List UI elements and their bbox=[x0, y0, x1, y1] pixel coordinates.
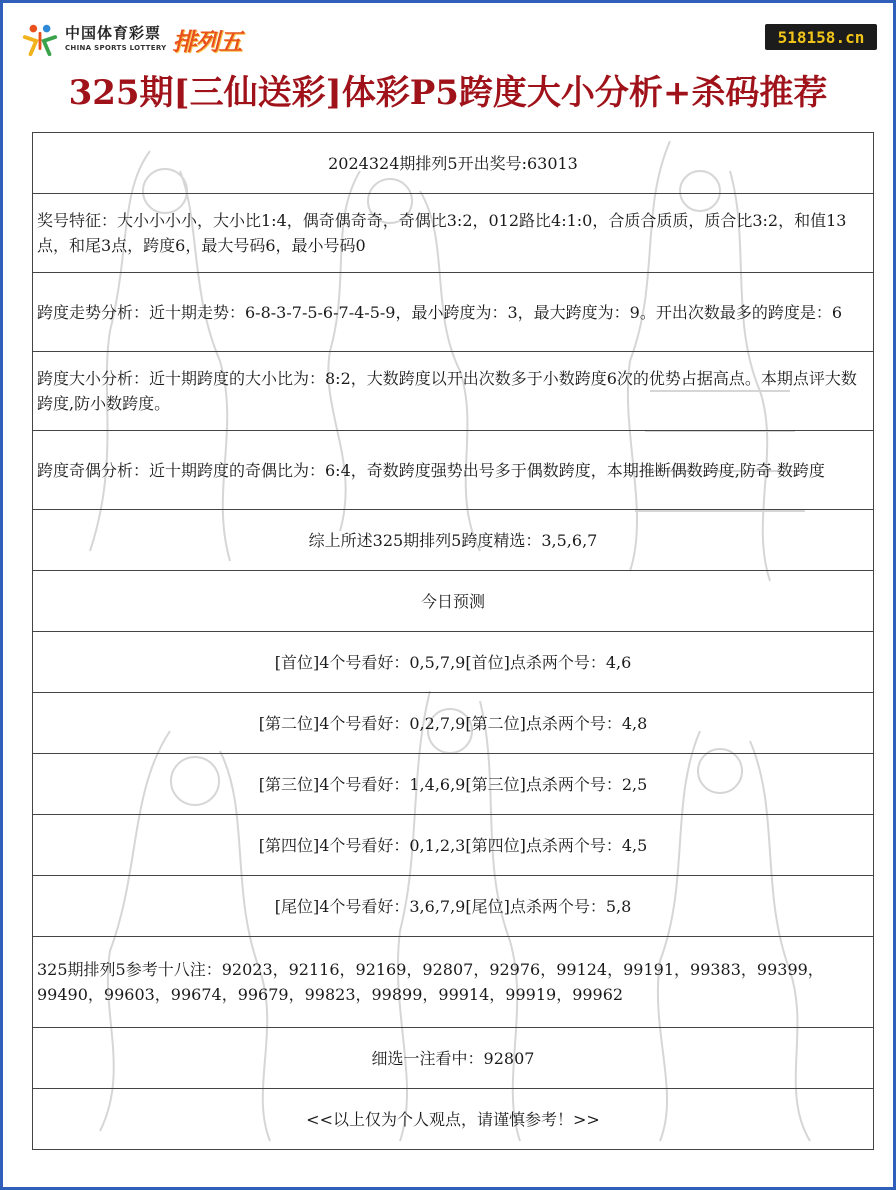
lottery-logo-icon bbox=[21, 20, 59, 58]
features-row: 奖号特征：大小小小小，大小比1:4，偶奇偶奇奇，奇偶比3:2，012路比4:1:0，合质合质质，质合比3:2，和值13点，和尾3点，跨度6，最大号码6，最小号码0 bbox=[33, 194, 874, 273]
draw-result-row: 2024324期排列5开出奖号:63013 bbox=[33, 133, 874, 194]
span-summary-row: 综上所述325期排列5跨度精选：3,5,6,7 bbox=[33, 510, 874, 571]
position-1-row: [首位]4个号看好：0,5,7,9[首位]点杀两个号：4,6 bbox=[33, 632, 874, 693]
page-title: 325期[三仙送彩]体彩P5跨度大小分析+杀码推荐 bbox=[68, 73, 828, 113]
reference-numbers-row: 325期排列5参考十八注：92023，92116，92169，92807，92976，99124，99191，99383，99399，99490，99603，99674，99679，99823，99899，99914，99919，99962 bbox=[33, 937, 874, 1028]
single-pick-row: 细选一注看中：92807 bbox=[33, 1028, 874, 1089]
logo-chinese-name: 中国体育彩票 bbox=[65, 24, 162, 42]
position-5-row: [尾位]4个号看好：3,6,7,9[尾位]点杀两个号：5,8 bbox=[33, 876, 874, 937]
span-odd-even-analysis-row: 跨度奇偶分析：近十期跨度的奇偶比为：6:4，奇数跨度强势出号多于偶数跨度，本期推断偶数跨度,防奇 数跨度 bbox=[33, 431, 874, 510]
span-trend-row: 跨度走势分析：近十期走势：6-8-3-7-5-6-7-4-5-9，最小跨度为：3，最大跨度为：9。开出次数最多的跨度是：6 bbox=[33, 273, 874, 352]
span-size-analysis-row: 跨度大小分析：近十期跨度的大小比为：8:2，大数跨度以开出次数多于小数跨度6次的优势占据高点。本期点评大数跨度,防小数跨度。 bbox=[33, 352, 874, 431]
position-3-row: [第三位]4个号看好：1,4,6,9[第三位]点杀两个号：2,5 bbox=[33, 754, 874, 815]
china-sports-lottery-logo bbox=[21, 17, 242, 61]
disclaimer-row: <<以上仅为个人观点，请谨慎参考！>> bbox=[33, 1089, 874, 1150]
site-badge: 518158.cn bbox=[765, 24, 877, 50]
position-4-row: [第四位]4个号看好：0,1,2,3[第四位]点杀两个号：4,5 bbox=[33, 815, 874, 876]
position-2-row: [第二位]4个号看好：0,2,7,9[第二位]点杀两个号：4,8 bbox=[33, 693, 874, 754]
today-prediction-heading: 今日预测 bbox=[33, 571, 874, 632]
pailie5-product-logo: 排列五 bbox=[172, 27, 242, 56]
analysis-table bbox=[32, 132, 874, 1150]
logo-english-name: CHINA SPORTS LOTTERY bbox=[65, 44, 167, 52]
